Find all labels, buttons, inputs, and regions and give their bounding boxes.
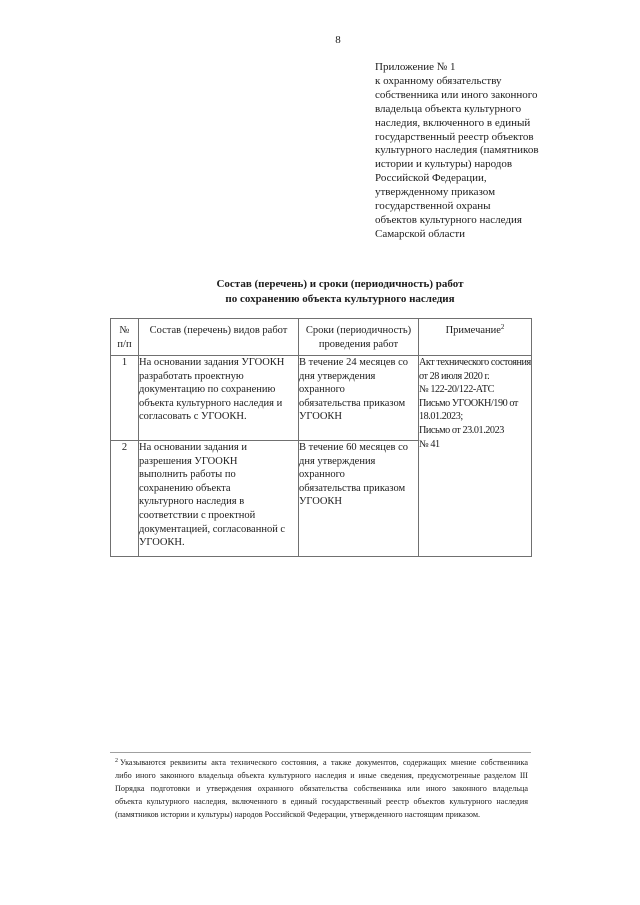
- header-work-label: Состав (перечень) видов работ: [149, 325, 288, 336]
- footnote-line: либо иного законного владельца объекта культурного наследия и иные сведения, предусмотренные разделом III: [115, 770, 528, 780]
- footnote-separator: [110, 752, 531, 753]
- appendix-line: владельца объекта культурного: [375, 102, 522, 115]
- header-note: [419, 319, 532, 356]
- appendix-line: утвержденному приказом: [375, 186, 496, 199]
- work-description: [139, 356, 299, 441]
- terms-line: обязательства приказом: [299, 397, 406, 409]
- appendix-line: истории и культуры) народов: [375, 158, 513, 171]
- table-row: [111, 356, 532, 441]
- work-line: соответствии с проектной: [139, 509, 256, 521]
- note-description: [419, 356, 532, 557]
- appendix-line: государственной охраны: [375, 200, 491, 213]
- header-terms-line: Сроки (периодичность): [305, 325, 412, 336]
- appendix-line: Приложение № 1: [375, 61, 456, 73]
- appendix-line: объектов культурного наследия: [375, 213, 522, 226]
- work-line: документацией, согласованной с: [139, 523, 286, 535]
- appendix-line: государственный реестр объектов: [375, 130, 534, 143]
- terms-line: В течение 24 месяцев со: [299, 357, 409, 368]
- note-line: от 28 июля 2020 г.: [419, 370, 490, 382]
- appendix-line: наследия, включенного в единый: [375, 116, 531, 129]
- terms-line: дня утверждения: [299, 370, 376, 382]
- footnote-line: [115, 757, 528, 770]
- table-header-row: [111, 319, 532, 356]
- note-line: 18.01.2023;: [419, 411, 463, 423]
- title-line: Состав (перечень) и сроки (периодичность) работ: [216, 278, 464, 290]
- terms-line: УГООКН: [299, 496, 342, 508]
- terms-line: обязательства приказом: [299, 482, 406, 494]
- note-line: Письмо УГООКН/190 от: [419, 397, 518, 409]
- header-num-line: №: [119, 325, 130, 336]
- works-table: [110, 318, 532, 557]
- note-line: № 41: [419, 438, 440, 450]
- header-work: [139, 319, 299, 356]
- terms-line: дня утверждения: [299, 455, 376, 467]
- work-line: согласовать с УГООКН.: [139, 411, 247, 423]
- footnote-marker: 2: [115, 758, 118, 764]
- appendix-line: Российской Федерации,: [375, 172, 487, 185]
- footnote-ref: 2: [500, 323, 505, 331]
- work-line: УГООКН.: [139, 537, 185, 549]
- work-description: [139, 441, 299, 557]
- note-line: Письмо от 23.01.2023: [419, 424, 504, 436]
- header-terms: [299, 319, 419, 356]
- work-line: На основании задания и: [139, 442, 247, 453]
- deadline-description: [299, 441, 419, 557]
- title-line: по сохранению объекта культурного наследия: [225, 293, 455, 305]
- row-number: 2: [111, 441, 139, 557]
- terms-line: УГООКН: [299, 411, 342, 423]
- work-line: культурного наследия в: [139, 496, 245, 508]
- footnote-line: объекта культурного наследия, включенного в единый государственный реестр объектов культурного наследия: [115, 796, 528, 806]
- deadline-description: [299, 356, 419, 441]
- work-line: выполнить работы по: [139, 469, 236, 481]
- work-line: На основании задания УГООКН: [139, 357, 285, 368]
- appendix-line: культурного наследия (памятников: [375, 144, 539, 157]
- appendix-line: Самарской области: [375, 227, 466, 240]
- terms-line: В течение 60 месяцев со: [299, 442, 409, 453]
- footnote: [115, 757, 528, 822]
- work-line: документацию по сохранению: [139, 384, 276, 396]
- footnote-line: Порядка подготовки и утверждения охранного обязательства собственника или иного законного владельца: [115, 783, 528, 793]
- appendix-line: собственника или иного законного: [375, 88, 538, 101]
- row-number: 1: [111, 356, 139, 441]
- note-line: № 122-20/122-АТС: [419, 384, 494, 396]
- page-number: 8: [335, 34, 341, 46]
- header-terms-line: проведения работ: [318, 338, 399, 350]
- footnote-text: Указываются реквизиты акта технического состояния, а также документов, содержащих мнение собственника: [120, 758, 528, 767]
- document-title: [140, 277, 540, 307]
- appendix-line: к охранному обязательству: [375, 74, 502, 87]
- work-line: разрешения УГООКН: [139, 455, 238, 467]
- header-num-line: п/п: [117, 338, 132, 350]
- work-line: сохранению объекта: [139, 482, 231, 494]
- header-num: [111, 319, 139, 356]
- work-line: разработать проектную: [139, 370, 244, 382]
- note-line: Акт технического состояния: [419, 357, 531, 368]
- terms-line: охранного: [299, 384, 345, 396]
- work-line: объекта культурного наследия и: [139, 397, 283, 409]
- appendix-block: [375, 61, 539, 242]
- header-note-label: Примечание: [445, 325, 501, 336]
- terms-line: охранного: [299, 469, 345, 481]
- footnote-line: (памятников истории и культуры) народов Российской Федерации, утвержденного настоящим приказом.: [115, 809, 481, 819]
